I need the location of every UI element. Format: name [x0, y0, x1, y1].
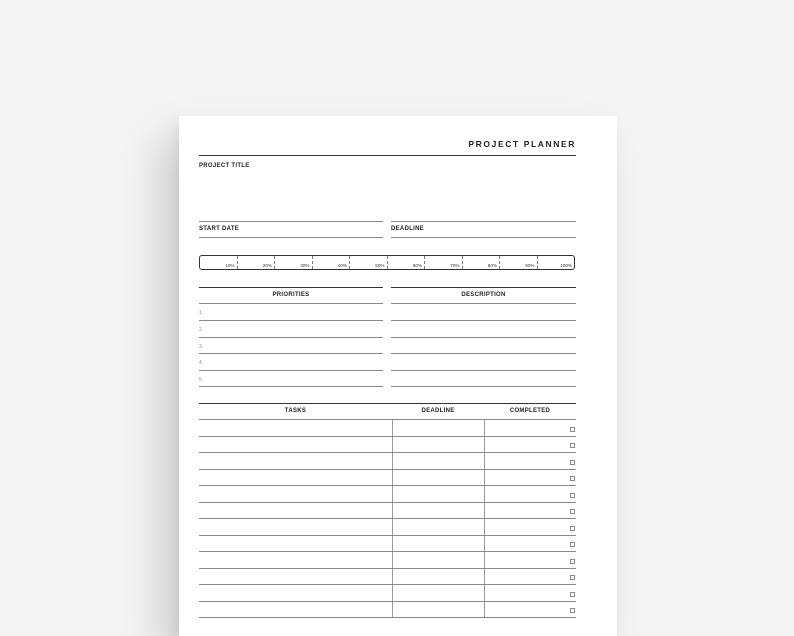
- task-row-line[interactable]: [199, 485, 576, 486]
- progress-mark: 80%: [487, 263, 497, 268]
- progress-mark: 90%: [525, 263, 535, 268]
- completed-checkbox[interactable]: [570, 443, 575, 448]
- task-row-line[interactable]: [199, 502, 576, 503]
- tasks-header: TASKS: [284, 408, 307, 414]
- description-line[interactable]: [391, 353, 576, 354]
- tasks-header-line: [199, 419, 576, 420]
- deadline-label: DEADLINE: [391, 226, 425, 232]
- progress-segment[interactable]: [275, 256, 313, 269]
- progress-segment[interactable]: [350, 256, 388, 269]
- description-header: DESCRIPTION: [461, 292, 506, 298]
- description-line[interactable]: [391, 337, 576, 338]
- progress-mark: 10%: [225, 263, 235, 268]
- progress-segment[interactable]: [425, 256, 463, 269]
- progress-segment[interactable]: [500, 256, 538, 269]
- priorities-header-line: [199, 303, 383, 304]
- tasks-top-line: [199, 403, 576, 404]
- progress-mark: 20%: [262, 263, 272, 268]
- start-date-field[interactable]: [199, 237, 383, 238]
- task-row-line[interactable]: [199, 568, 576, 569]
- priority-number: 1.: [199, 310, 204, 316]
- completed-checkbox[interactable]: [570, 559, 575, 564]
- start-date-top-line: [199, 221, 383, 222]
- task-row-line[interactable]: [199, 551, 576, 552]
- completed-checkbox[interactable]: [570, 608, 575, 613]
- completed-checkbox[interactable]: [570, 575, 575, 580]
- progress-segment[interactable]: [538, 256, 575, 269]
- progress-mark: 30%: [300, 263, 310, 268]
- completed-checkbox[interactable]: [570, 493, 575, 498]
- project-title-label: PROJECT TITLE: [199, 163, 250, 169]
- planner-page: [179, 116, 617, 636]
- description-top-line: [391, 287, 576, 288]
- progress-segment[interactable]: [200, 256, 238, 269]
- progress-mark: 50%: [375, 263, 385, 268]
- progress-segment[interactable]: [313, 256, 351, 269]
- task-row-line[interactable]: [199, 436, 576, 437]
- task-row-line[interactable]: [199, 535, 576, 536]
- deadline-field[interactable]: [391, 237, 576, 238]
- task-row-line[interactable]: [199, 617, 576, 618]
- progress-segment[interactable]: [238, 256, 276, 269]
- task-row-line[interactable]: [199, 518, 576, 519]
- priority-line[interactable]: [199, 386, 383, 387]
- title-divider: [199, 155, 576, 156]
- progress-mark: 100%: [560, 263, 572, 268]
- completed-checkbox[interactable]: [570, 476, 575, 481]
- completed-header: COMPLETED: [509, 408, 551, 414]
- start-date-label: START DATE: [199, 226, 240, 232]
- description-line[interactable]: [391, 320, 576, 321]
- progress-mark: 60%: [412, 263, 422, 268]
- completed-checkbox[interactable]: [570, 427, 575, 432]
- progress-segment[interactable]: [463, 256, 501, 269]
- priorities-top-line: [199, 287, 383, 288]
- progress-segment[interactable]: [388, 256, 426, 269]
- priority-line[interactable]: [199, 370, 383, 371]
- deadline-top-line: [391, 221, 576, 222]
- description-header-line: [391, 303, 576, 304]
- task-row-line[interactable]: [199, 601, 576, 602]
- priority-line[interactable]: [199, 337, 383, 338]
- completed-checkbox[interactable]: [570, 542, 575, 547]
- tasks-deadline-header: DEADLINE: [421, 408, 455, 414]
- priorities-header: PRIORITIES: [272, 292, 310, 298]
- task-row-line[interactable]: [199, 584, 576, 585]
- priority-number: 4.: [199, 360, 204, 366]
- task-row-line[interactable]: [199, 452, 576, 453]
- priority-number: 3.: [199, 344, 204, 350]
- description-line[interactable]: [391, 370, 576, 371]
- description-line[interactable]: [391, 386, 576, 387]
- progress-mark: 70%: [450, 263, 460, 268]
- completed-checkbox[interactable]: [570, 509, 575, 514]
- priority-line[interactable]: [199, 353, 383, 354]
- progress-mark: 40%: [337, 263, 347, 268]
- completed-checkbox[interactable]: [570, 460, 575, 465]
- priority-line[interactable]: [199, 320, 383, 321]
- progress-tracker[interactable]: [199, 255, 575, 270]
- priority-number: 5.: [199, 377, 204, 383]
- project-title-field[interactable]: [199, 172, 576, 216]
- priority-number: 2.: [199, 327, 204, 333]
- page-title: PROJECT PLANNER: [468, 139, 576, 149]
- completed-checkbox[interactable]: [570, 592, 575, 597]
- task-row-line[interactable]: [199, 469, 576, 470]
- completed-checkbox[interactable]: [570, 526, 575, 531]
